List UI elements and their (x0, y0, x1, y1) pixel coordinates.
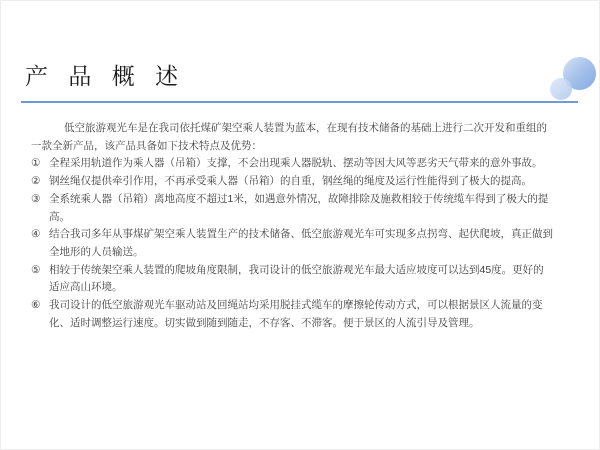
feature-number-4: ④ (31, 228, 41, 241)
feature-number-5: ⑤ (31, 263, 41, 276)
feature-number-6: ⑥ (31, 299, 41, 312)
feature-list (31, 155, 553, 332)
intro-paragraph: 低空旅游观光车是在我司依托煤矿架空乘人装置为蓝本，在现有技术储备的基础上进行二次开发和重组的一款全新产品，该产品具备如下技术特点及优势： (31, 122, 547, 152)
feature-text-4: 结合我司多年从事煤矿架空乘人装置生产的技术储备、低空旅游观光车可实现多点拐弯、起伏爬坡，真正做到全地形的人员输送。 (49, 228, 553, 258)
feature-number-1: ① (31, 157, 41, 170)
feature-item-4 (31, 226, 553, 261)
feature-item-3 (31, 191, 553, 226)
feature-text-2: 钢丝绳仅提供牵引作用，不再承受乘人器（吊箱）的自重，钢丝绳的绳度及运行性能得到了极大的提高。 (49, 175, 532, 188)
feature-text-6: 我司设计的低空旅游观光车驱动站及回绳站均采用脱挂式缆车的摩擦轮传动方式，可以根据景区人流量的变化、适时调整运行速度。切实做到随到随走，不存客、不滞客。便于景区的人流引导及管理。 (49, 299, 543, 329)
decor-circle-small (550, 78, 572, 100)
page-title: 产 品 概 述 (25, 63, 186, 89)
feature-number-2: ② (31, 175, 41, 188)
feature-item-1 (31, 155, 553, 173)
slide-body (31, 120, 553, 332)
feature-item-2 (31, 173, 553, 191)
feature-text-5: 相较于传统架空乘人装置的爬坡角度限制，我司设计的低空旅游观光车最大适应坡度可以达到45度。更好的适应高山环境。 (49, 263, 544, 294)
feature-item-5 (31, 262, 553, 297)
feature-item-6 (31, 297, 553, 332)
feature-text-3: 全系统乘人器（吊箱）离地高度不超过1米，如遇意外情况，故障排除及施救相较于传统缆车得到了极大的提高。 (49, 192, 549, 223)
title-divider (21, 101, 578, 103)
feature-text-1: 全程采用轨道作为乘人器（吊箱）支撑，不会出现乘人器脱轨、摆动等因大风等恶劣天气带来的意外事故。 (49, 157, 543, 170)
feature-number-3: ③ (31, 192, 41, 205)
